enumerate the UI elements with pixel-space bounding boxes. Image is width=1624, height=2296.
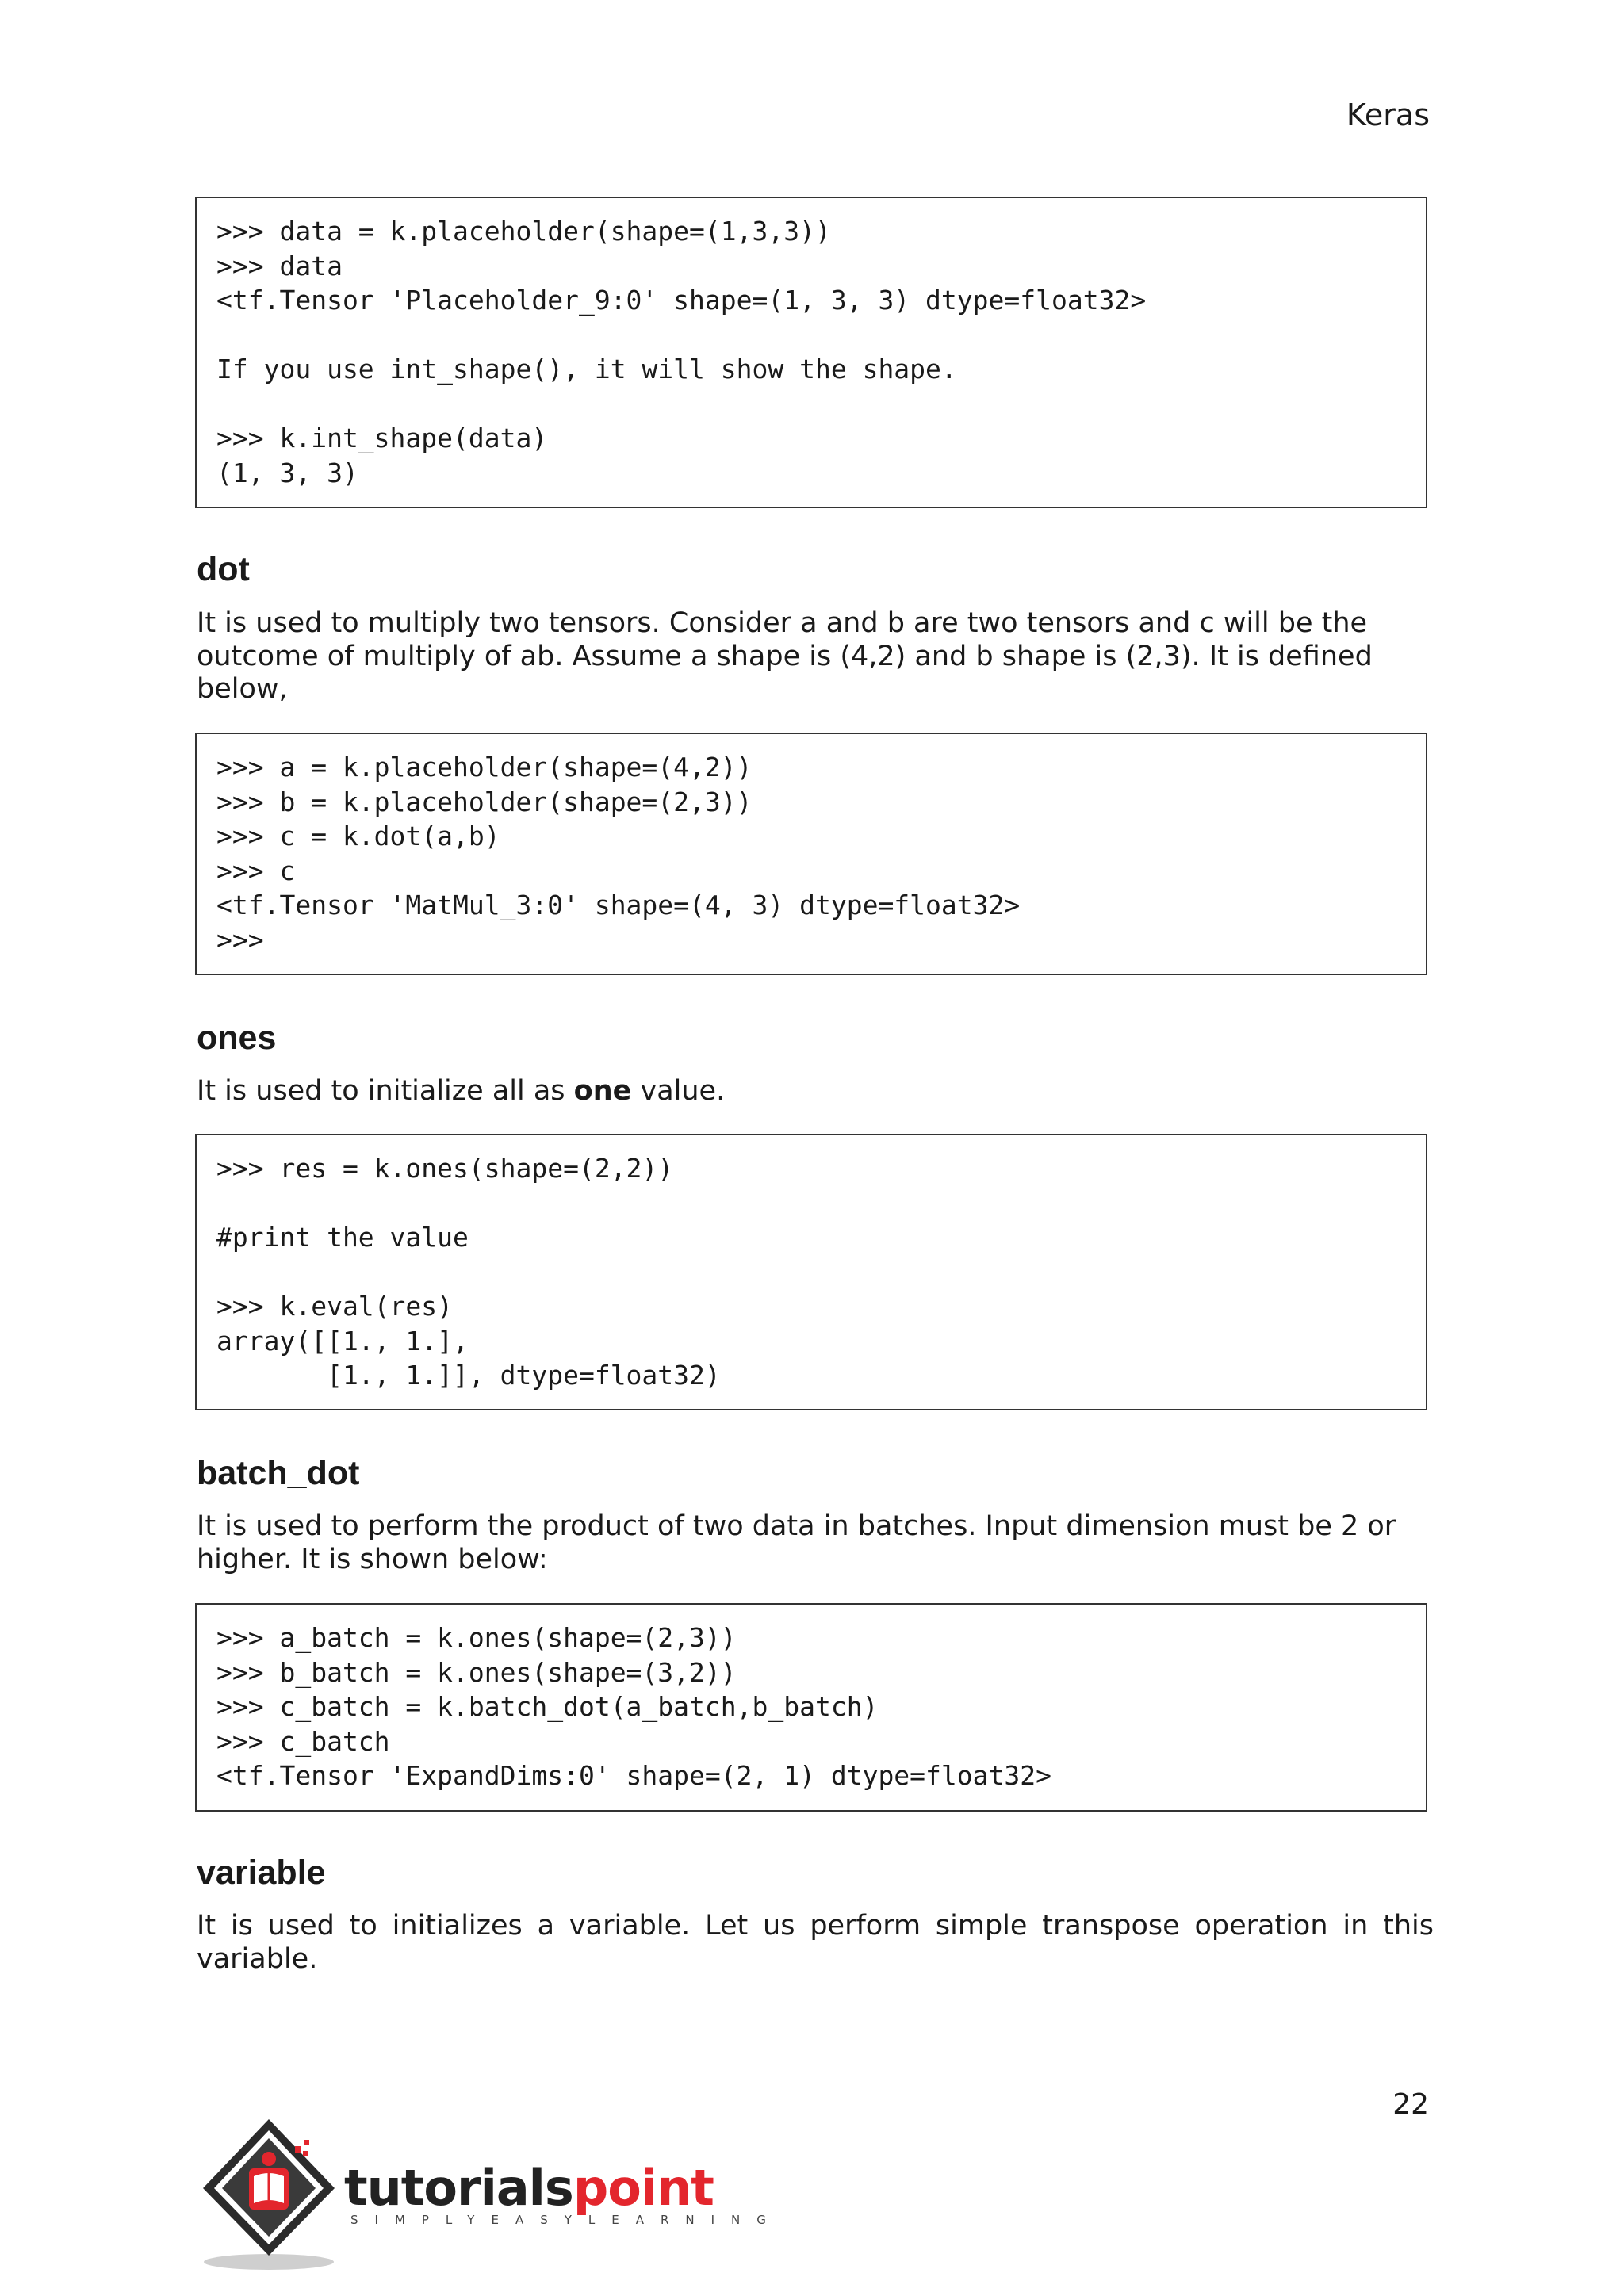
logo-tagline: SIMPLYEASYLEARNING <box>350 2213 783 2227</box>
code-block-placeholder <box>195 197 1427 508</box>
paragraph-text: value. <box>631 1075 726 1107</box>
code-block-batch-dot <box>195 1603 1427 1812</box>
code-line: >>> c <box>216 855 296 886</box>
page-number: 22 <box>1392 2088 1429 2121</box>
code-line: >>> c = k.dot(a,b) <box>216 821 500 851</box>
code-line: >>> b = k.placeholder(shape=(2,3)) <box>216 786 753 817</box>
code-line: >>> a = k.placeholder(shape=(4,2)) <box>216 752 753 783</box>
paragraph-text: It is used to initialize all as <box>197 1075 574 1107</box>
code-line: (1, 3, 3) <box>216 457 358 488</box>
code-line <box>216 1186 1406 1221</box>
code-line: >>> k.int_shape(data) <box>216 423 548 453</box>
paragraph-emphasis: one <box>573 1075 632 1107</box>
code-line: >>> data <box>216 250 343 281</box>
code-line <box>216 318 1406 353</box>
section-heading-batch-dot: batch_dot <box>197 1454 360 1492</box>
logo-word-tutorials: tutorials <box>344 2159 573 2217</box>
code-line: >>> res = k.ones(shape=(2,2)) <box>216 1153 674 1184</box>
section-heading-dot: dot <box>197 550 250 588</box>
section-heading-ones: ones <box>197 1019 277 1057</box>
running-header: Keras <box>1346 98 1430 132</box>
code-line: >>> b_batch = k.ones(shape=(3,2)) <box>216 1656 737 1688</box>
logo-word-point: point <box>573 2159 714 2217</box>
code-line: [1., 1.]], dtype=float32) <box>216 1360 721 1391</box>
section-paragraph-ones <box>197 1075 1434 1108</box>
section-paragraph-variable: It is used to initializes a variable. Let us perform simple transpose operation in this variable. <box>197 1910 1434 1975</box>
code-line <box>216 387 1406 422</box>
code-line: >>> k.eval(res) <box>216 1291 454 1322</box>
code-line: >>> a_batch = k.ones(shape=(2,3)) <box>216 1622 737 1653</box>
code-line: <tf.Tensor 'ExpandDims:0' shape=(2, 1) dtype=float32> <box>216 1760 1051 1791</box>
code-line: If you use int_shape(), it will show the shape. <box>216 354 957 385</box>
code-block-ones <box>195 1134 1427 1410</box>
code-line <box>216 1255 1406 1290</box>
code-line: <tf.Tensor 'MatMul_3:0' shape=(4, 3) dtype=float32> <box>216 890 1021 920</box>
tutorialspoint-logo <box>193 2113 783 2271</box>
tutorialspoint-logo-icon <box>193 2113 344 2271</box>
section-heading-variable: variable <box>197 1854 326 1892</box>
code-line: >>> data = k.placeholder(shape=(1,3,3)) <box>216 216 831 247</box>
code-line: >>> c_batch = k.batch_dot(a_batch,b_batch) <box>216 1691 879 1722</box>
code-line: #print the value <box>216 1222 469 1253</box>
logo-wordmark <box>344 2160 714 2216</box>
code-block-dot <box>195 733 1427 975</box>
code-line: >>> <box>216 924 264 955</box>
code-line: <tf.Tensor 'Placeholder_9:0' shape=(1, 3, 3) dtype=float32> <box>216 285 1147 316</box>
code-line: >>> c_batch <box>216 1725 390 1757</box>
section-paragraph-batch-dot: It is used to perform the product of two data in batches. Input dimension must be 2 or higher. It is shown below: <box>197 1510 1396 1575</box>
code-line: array([[1., 1.], <box>216 1325 469 1357</box>
section-paragraph-dot: It is used to multiply two tensors. Consider a and b are two tensors and c will be the outcome of multiply of ab. Assume a shape is (4,2) and b shape is (2,3). It is defined below, <box>197 607 1373 705</box>
